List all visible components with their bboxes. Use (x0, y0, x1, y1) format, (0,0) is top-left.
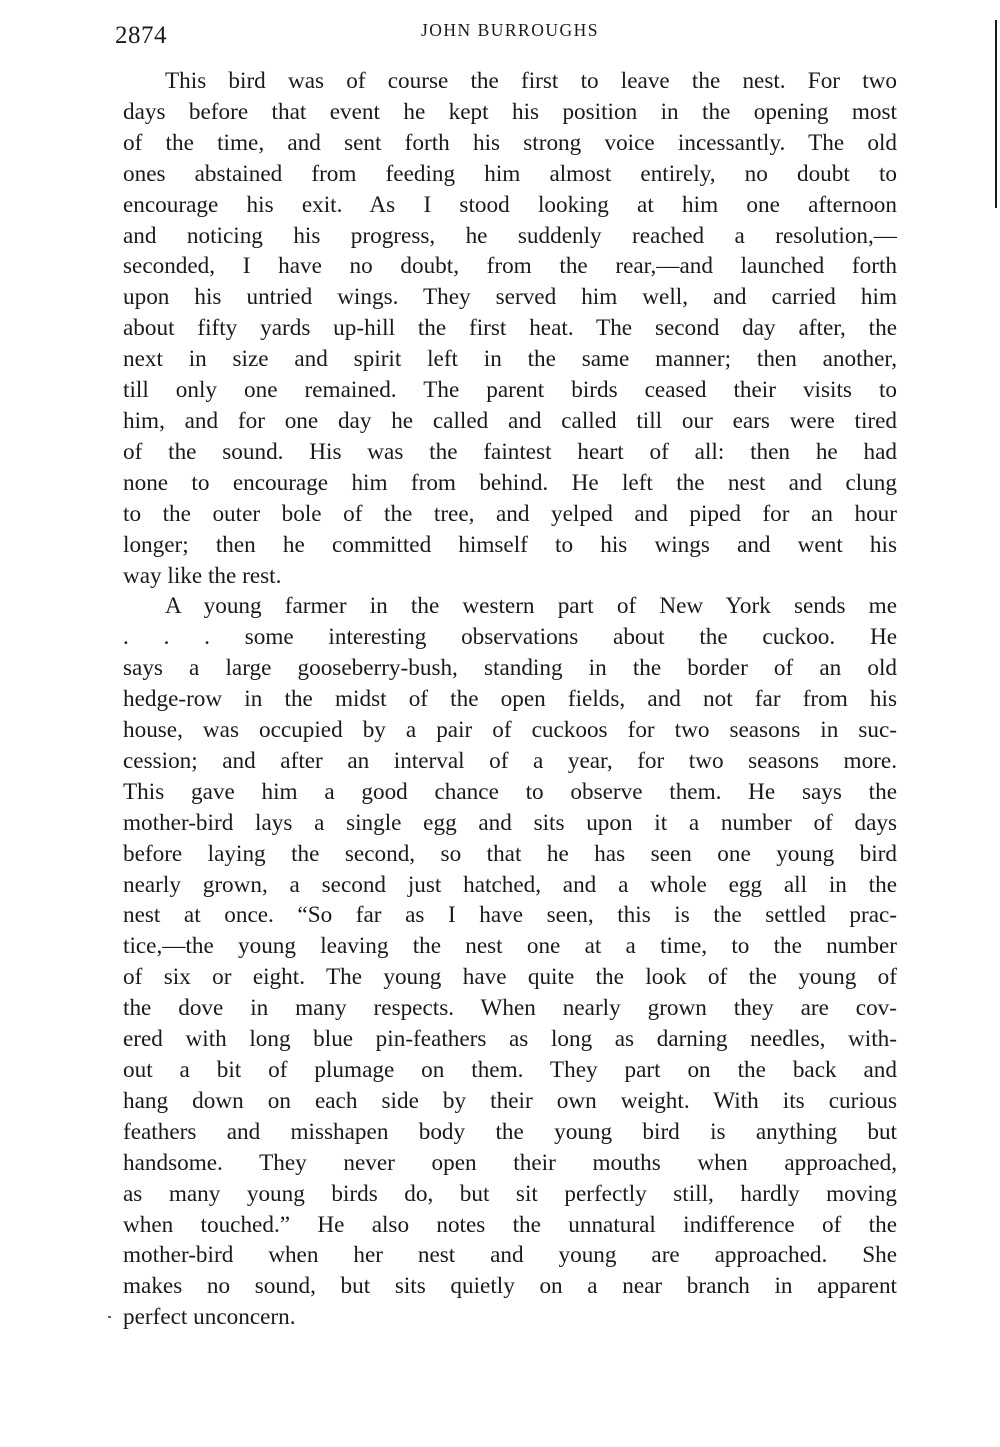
text-line: This bird was of course the first to leave the nest. For two (165, 68, 897, 94)
text-line: when touched.” He also notes the unnatural indifference of the (123, 1211, 897, 1238)
running-head: JOHN BURROUGHS (420, 20, 600, 40)
text-line: handsome. They never open their mouths when approached, (123, 1149, 897, 1176)
text-line: A young farmer in the western part of New York sends me (165, 593, 897, 620)
text-line: encourage his exit. As I stood looking at him one afternoon (123, 191, 897, 218)
text-line: of the time, and sent forth his strong voice incessantly. The old (123, 129, 897, 156)
text-line: about fifty yards up-hill the first heat. The second day after, the (123, 315, 897, 342)
text-line: nearly grown, a second just hatched, and a whole egg all in the (123, 871, 897, 898)
text-line: days before that event he kept his position in the opening most (123, 98, 897, 125)
text-line: upon his untried wings. They served him well, and carried him (123, 284, 897, 311)
text-line: hang down on each side by their own weight. With its curious (123, 1087, 897, 1114)
text-line: cession; and after an interval of a year, for two seasons more. (123, 747, 897, 774)
text-line: mother-bird lays a single egg and sits upon it a number of days (123, 809, 897, 836)
text-line: house, was occupied by a pair of cuckoos for two seasons in suc- (123, 717, 897, 744)
text-line: none to encourage him from behind. He left the nest and clung (123, 469, 897, 496)
page-number: 2874 (115, 22, 167, 49)
text-line: perfect unconcern. (123, 1304, 296, 1331)
text-line: till only one remained. The parent birds ceased their visits to (123, 377, 897, 404)
text-line: of the sound. His was the faintest heart of all: then he had (123, 438, 897, 465)
text-line: the dove in many respects. When nearly grown they are cov- (123, 995, 897, 1022)
text-line: nest at once. “So far as I have seen, this is the settled prac- (123, 902, 897, 929)
text-line: tice,—the young leaving the nest one at a time, to the number (123, 933, 897, 960)
text-line: as many young birds do, but sit perfectly still, hardly moving (123, 1180, 897, 1207)
text-line: ones abstained from feeding him almost entirely, no doubt to (123, 160, 897, 187)
text-line: makes no sound, but sits quietly on a near branch in apparent (123, 1273, 897, 1300)
text-line: him, and for one day he called and called till our ears were tired (123, 407, 897, 434)
text-line: of six or eight. The young have quite the look of the young of (123, 964, 897, 991)
text-line: to the outer bole of the tree, and yelped and piped for an hour (123, 500, 897, 527)
text-line: next in size and spirit left in the same manner; then another, (123, 346, 897, 373)
text-line: way like the rest. (123, 562, 282, 589)
text-line: feathers and misshapen body the young bird is anything but (123, 1118, 897, 1145)
text-line: . . . some interesting observations about the cuckoo. He (123, 624, 897, 651)
margin-rule (995, 20, 997, 208)
text-line: ered with long blue pin-feathers as long as darning needles, with- (123, 1026, 897, 1053)
text-line: says a large gooseberry-bush, standing in the border of an old (123, 655, 897, 682)
text-line: before laying the second, so that he has seen one young bird (123, 840, 897, 867)
text-line: longer; then he committed himself to his wings and went his (123, 531, 897, 558)
text-line: out a bit of plumage on them. They part on the back and (123, 1057, 897, 1083)
text-line: mother-bird when her nest and young are approached. She (123, 1242, 897, 1269)
scan-mark (108, 1316, 111, 1318)
text-line: hedge-row in the midst of the open fields, and not far from his (123, 686, 897, 713)
body-text (123, 66, 897, 1333)
text-line: seconded, I have no doubt, from the rear,—and launched forth (123, 253, 897, 280)
text-line: and noticing his progress, he suddenly reached a resolution,— (123, 222, 897, 249)
text-line: This gave him a good chance to observe them. He says the (123, 778, 897, 805)
